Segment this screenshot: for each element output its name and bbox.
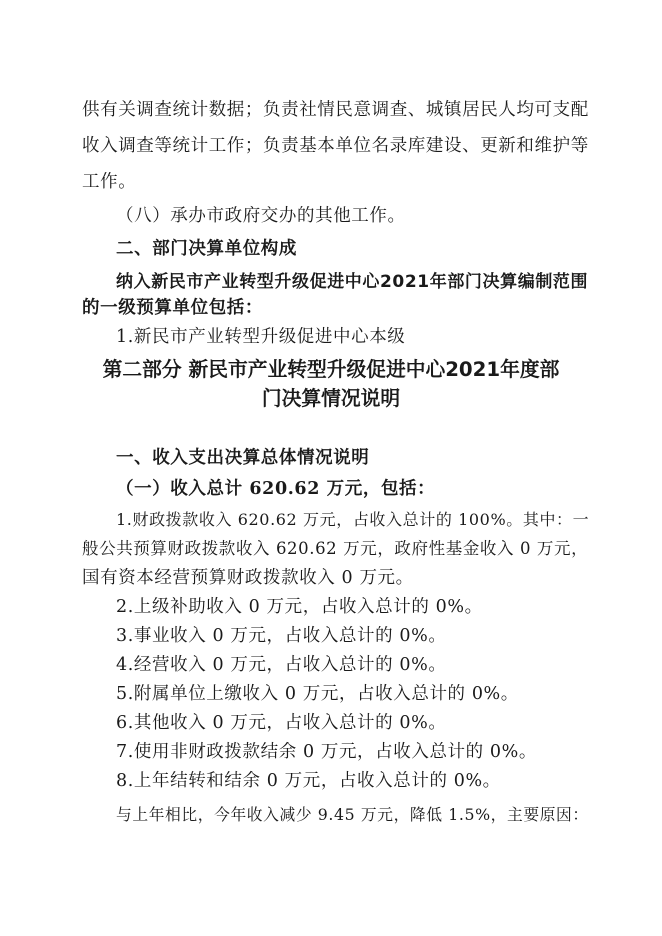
paragraph-line: 与上年相比，今年收入减少 9.45 万元，降低 1.5%，主要原因：: [116, 805, 589, 824]
paragraph-line: 纳入新民市产业转型升级促进中心2021年部门决算编制范围: [116, 272, 589, 292]
paragraph-line: 般公共预算财政拨款收入 620.62 万元，政府性基金收入 0 万元，: [82, 539, 589, 558]
paragraph-line: 国有资本经营预算财政拨款收入 0 万元。: [82, 568, 414, 588]
paragraph-line: （八）承办市政府交办的其他工作。: [116, 206, 406, 226]
list-item: 2.上级补助收入 0 万元，占收入总计的 0%。: [116, 597, 483, 617]
subsection-heading: （一）收入总计 620.62 万元，包括：: [116, 479, 436, 499]
list-item: 3.事业收入 0 万元，占收入总计的 0%。: [116, 626, 447, 646]
part-title-line-2: 门决算情况说明: [261, 387, 401, 410]
list-item: 1.新民市产业转型升级促进中心本级: [116, 327, 406, 347]
section-heading: 二、部门决算单位构成: [116, 239, 297, 259]
part-title-line-1: 第二部分 新民市产业转型升级促进中心2021年度部: [102, 358, 560, 381]
paragraph-line: 1.财政拨款收入 620.62 万元，占收入总计的 100%。其中：一: [116, 510, 590, 529]
list-item: 6.其他收入 0 万元，占收入总计的 0%。: [116, 713, 447, 733]
list-item: 8.上年结转和结余 0 万元，占收入总计的 0%。: [116, 771, 501, 791]
list-item: 4.经营收入 0 万元，占收入总计的 0%。: [116, 655, 447, 675]
paragraph-line: 收入调查等统计工作；负责基本单位名录库建设、更新和维护等: [82, 136, 589, 156]
section-heading: 一、收入支出决算总体情况说明: [116, 448, 370, 468]
paragraph-line: 工作。: [82, 172, 137, 192]
list-item: 5.附属单位上缴收入 0 万元，占收入总计的 0%。: [116, 684, 519, 704]
paragraph-line: 供有关调查统计数据；负责社情民意调查、城镇居民人均可支配: [82, 100, 589, 120]
list-item: 7.使用非财政拨款结余 0 万元，占收入总计的 0%。: [116, 742, 537, 762]
paragraph-line: 的一级预算单位包括：: [82, 298, 263, 318]
